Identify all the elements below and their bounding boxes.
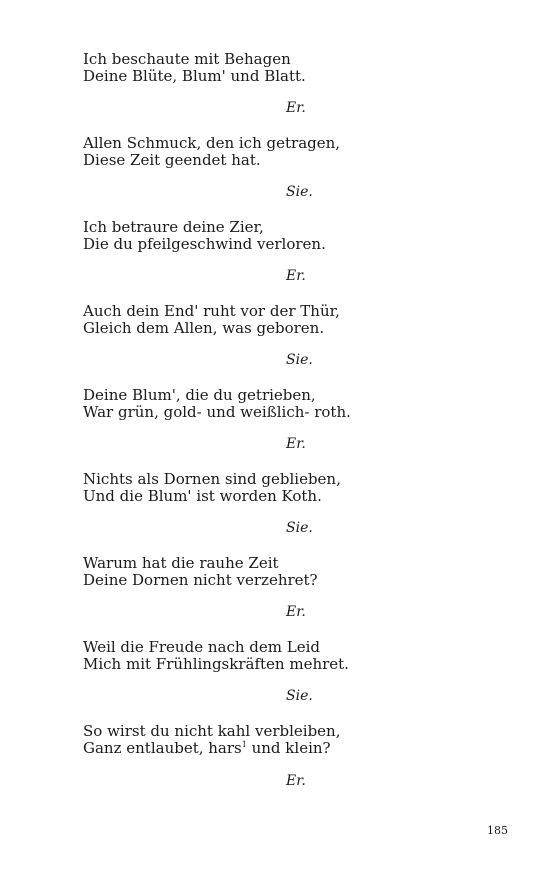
verse-line: Allen Schmuck, den ich getragen, [83, 134, 341, 152]
verse-line: Deine Dornen nicht verzehret? [83, 571, 318, 589]
verse-line: Auch dein End' ruht vor der Thür, [83, 302, 340, 320]
speaker-label: Er. [286, 604, 306, 620]
speaker-label: Sie. [286, 352, 313, 368]
verse-line: Deine Blum', die du getrieben, [83, 386, 316, 404]
verse-line: Und die Blum' ist worden Koth. [83, 487, 322, 505]
verse-line: Die du pfeilgeschwind verloren. [83, 235, 326, 253]
speaker-label: Er. [286, 436, 306, 452]
verse-line-with-footnote [83, 740, 331, 757]
verse-line: Ich betraure deine Zier, [83, 218, 264, 236]
verse-line: Deine Blüte, Blum' und Blatt. [83, 67, 306, 85]
verse-line: Warum hat die rauhe Zeit [83, 554, 279, 572]
verse-line: Diese Zeit geendet hat. [83, 151, 261, 169]
verse-line: Gleich dem Allen, was geboren. [83, 319, 325, 337]
speaker-label: Er. [286, 268, 306, 284]
footnote-marker[interactable]: 1 [241, 740, 247, 749]
speaker-label: Er. [286, 100, 306, 116]
verse-text: Ganz entlaubet, hars [83, 739, 242, 757]
verse-line: War grün, gold- und weißlich- roth. [83, 403, 351, 421]
speaker-label: Sie. [286, 688, 313, 704]
verse-line: Mich mit Frühlingskräften mehret. [83, 655, 349, 673]
speaker-label: Sie. [286, 184, 313, 200]
verse-text: und klein? [246, 739, 331, 757]
page-number: 185 [487, 824, 508, 837]
verse-line: Weil die Freude nach dem Leid [83, 638, 320, 656]
speaker-label: Sie. [286, 520, 313, 536]
verse-line: Ich beschaute mit Behagen [83, 50, 291, 68]
verse-line: So wirst du nicht kahl verbleiben, [83, 722, 341, 740]
speaker-label: Er. [286, 773, 306, 789]
verse-line: Nichts als Dornen sind geblieben, [83, 470, 341, 488]
